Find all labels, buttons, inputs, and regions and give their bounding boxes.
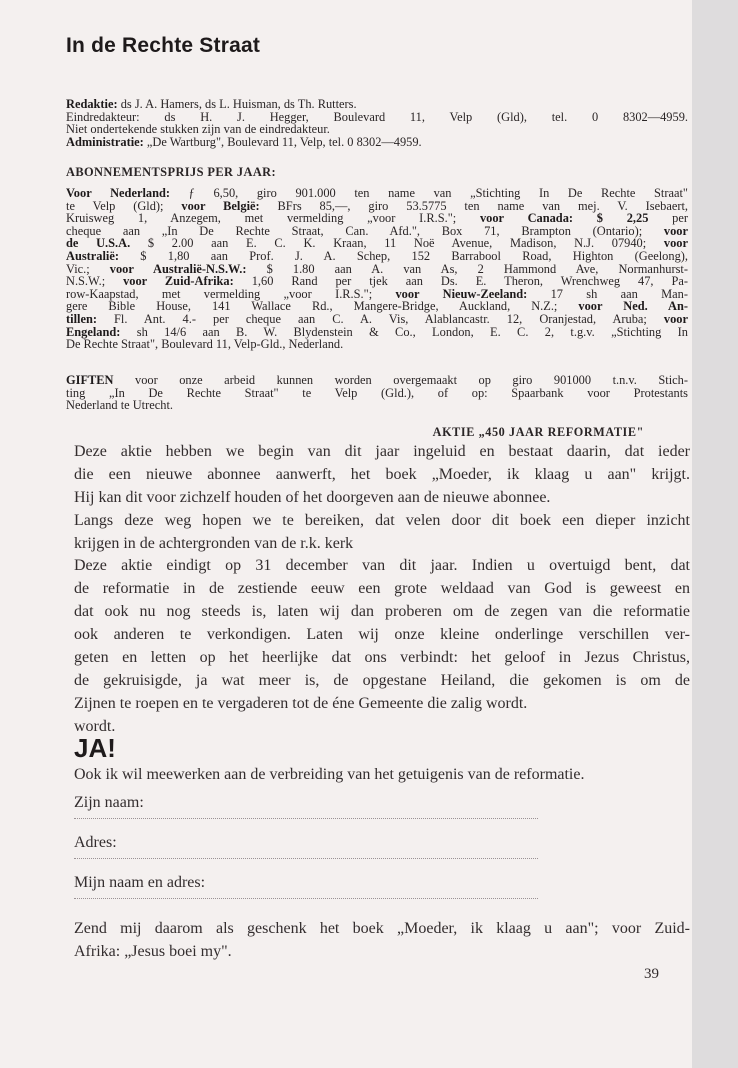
bold-label: de U.S.A. [66,236,131,251]
closing-line: Afrika: „Jesus boei my". [74,942,232,960]
text-line [66,399,688,412]
form-heading: JA! [74,733,116,763]
bold-label: voor [663,223,688,238]
body-line: die een nieuwe abonnee aanwerft, het boek „Moeder, ik klaag u aan" krijgt. [74,465,690,483]
scan-edge [692,0,738,1068]
body-line: Hij kan dit voor zichzelf houden of het doorgeven aan de nieuwe abonnee. [74,488,551,506]
text-run: per [648,211,688,226]
text-run: Niet ondertekende stukken zijn van de eindredakteur. [66,122,330,137]
campaign-body [74,441,690,739]
bold-label: Engeland: [66,324,121,339]
masthead-title: In de Rechte Straat [66,34,261,57]
text-run: 1,60 Rand per tjek aan Ds. E. Theron, Wrenchweg 47, Pa- [233,274,689,289]
bold-label: Australië: [66,248,119,263]
subscription-heading: ABONNEMENTSPRIJS PER JAAR: [66,165,277,179]
text-run: cheque aan „In De Rechte Straat, Can. Afd.", Box 71, Brampton (Ontario); [66,223,664,238]
form-closing [74,918,690,964]
text-run: N.S.W.; [66,274,124,289]
text-run: $ 2.00 aan E. C. K. Kraan, 11 Noë Avenue, Madison, N.J. 07940; [130,236,664,251]
text-run: Kruisweg 1, Anzegem, met vermelding „voor I.R.S."; [66,211,480,226]
bold-label: voor [663,311,688,326]
address-field[interactable] [74,834,538,859]
bold-label: Redaktie: [66,97,118,111]
text-run: sh 14/6 aan B. W. Blydenstein & Co., London, E. C. 2, t.g.v. „Stichting In [120,324,688,339]
bold-label: GIFTEN [66,373,114,387]
body-line: dat ook nu nog steeds is, laten wij dan proberen om de zegen van die reformatie [74,603,690,621]
text-run: Vic.; [66,261,110,276]
bold-label: voor [663,236,688,251]
text-run: Eindredakteur: ds H. J. Hegger, Boulevard 11, Velp (Gld), tel. 0 8302—4959. [66,109,688,124]
text-run: 17 sh aan Man- [527,286,688,301]
bold-label: voor Ned. An- [578,299,689,314]
bold-label: tillen: [66,311,97,326]
form-intro: Ook ik wil meewerken aan de verbreiding van het getuigenis van de reformatie. [74,766,585,783]
body-line: krijgen in de achtergronden van de r.k. kerk [74,534,354,552]
text-line [66,136,688,149]
name-field[interactable] [74,794,538,819]
text-run: gere Bible House, 141 Wallace Rd., Mangere-Bridge, Auckland, N.Z.; [66,299,579,314]
donations-note [66,374,688,412]
body-line: de gekruisigde, ja wat meer is, de opgestane Heiland, die gekomen is om de [74,671,690,689]
body-line: Langs deze weg hopen we te bereiken, dat velen door dit boek een dieper inzicht [74,511,690,529]
name-field-label: Zijn naam: [74,794,144,811]
address-field-label: Adres: [74,834,117,851]
body-line: Deze aktie hebben we begin van dit jaar ingeluid en bestaat daarin, dat ieder [74,443,690,460]
body-line: Zijnen te roepen en te vergaderen tot de éne Gemeente die zalig wordt. [74,694,528,712]
bold-label: voor Canada: $ 2,25 [479,211,649,226]
text-line [66,338,688,351]
campaign-heading: AKTIE „450 JAAR REFORMATIE" [432,425,644,439]
bold-label: voor Nieuw-Zeeland: [395,286,528,301]
bold-label: voor Australië-N.S.W.: [109,261,247,276]
bold-label: Voor Nederland: [66,186,170,200]
body-line: ook anderen te verkondigen. Laten wij onze kleine onderlinge verschillen ver- [74,626,690,644]
text-run: voor onze arbeid kunnen worden overgemaakt op giro 901000 t.n.v. Stich- [113,373,688,387]
body-line: de reformatie in de zestiende eeuw een grote weldaad van God is geweest en [74,580,690,598]
text-run: ting „In De Rechte Straat" te Velp (Gld.), of op: Spaarbank voor Protestants [66,385,688,400]
bold-label: voor België: [181,198,260,213]
body-line: Deze aktie eindigt op 31 december van dit jaar. Indien u overtuigd bent, dat [74,557,690,575]
bold-label: Administratie: [66,134,144,149]
body-line: wordt. [74,717,116,735]
text-run: ƒ 6,50, giro 901.000 ten name van „Stichting In De Rechte Straat" [170,186,688,200]
closing-line: Zend mij daarom als geschenk het boek „Moeder, ik klaag u aan"; voor Zuid- [74,920,690,937]
text-run: $ 1.80 aan A. van As, 2 Hammond Ave, Normanhurst- [246,261,688,276]
colophon [66,98,688,148]
text-run: row-Kaapstad, met vermelding „voor I.R.S."; [66,286,396,301]
page-number: 39 [644,966,659,982]
text-run: Fl. Ant. 4.- per cheque aan C. A. Vis, Alablancastr. 12, Oranjestad, Aruba; [96,311,664,326]
subscription-prices [66,187,688,351]
text-run: De Rechte Straat", Boulevard 11, Velp-Gld., Nederland. [66,337,344,352]
text-run: te Velp (Gld); [66,198,182,213]
own-name-address-field-label: Mijn naam en adres: [74,874,206,891]
own-name-address-field[interactable] [74,874,538,899]
text-run: Nederland te Utrecht. [66,398,173,413]
body-line: geten en letten op het heerlijke dat ons verbindt: het geloof in Jezus Christus, [74,649,690,667]
text-run: BFrs 85,—, giro 53.5775 ten name van mej. V. Isebaert, [259,198,688,213]
text-run: „De Wartburg", Boulevard 11, Velp, tel. 0 8302—4959. [143,134,422,149]
text-run: ds J. A. Hamers, ds L. Huisman, ds Th. Rutters. [117,97,357,111]
bold-label: voor Zuid-Afrika: [123,274,234,289]
text-run: $ 1,80 aan Prof. J. A. Schep, 152 Barrabool Road, Highton (Geelong), [119,248,688,263]
